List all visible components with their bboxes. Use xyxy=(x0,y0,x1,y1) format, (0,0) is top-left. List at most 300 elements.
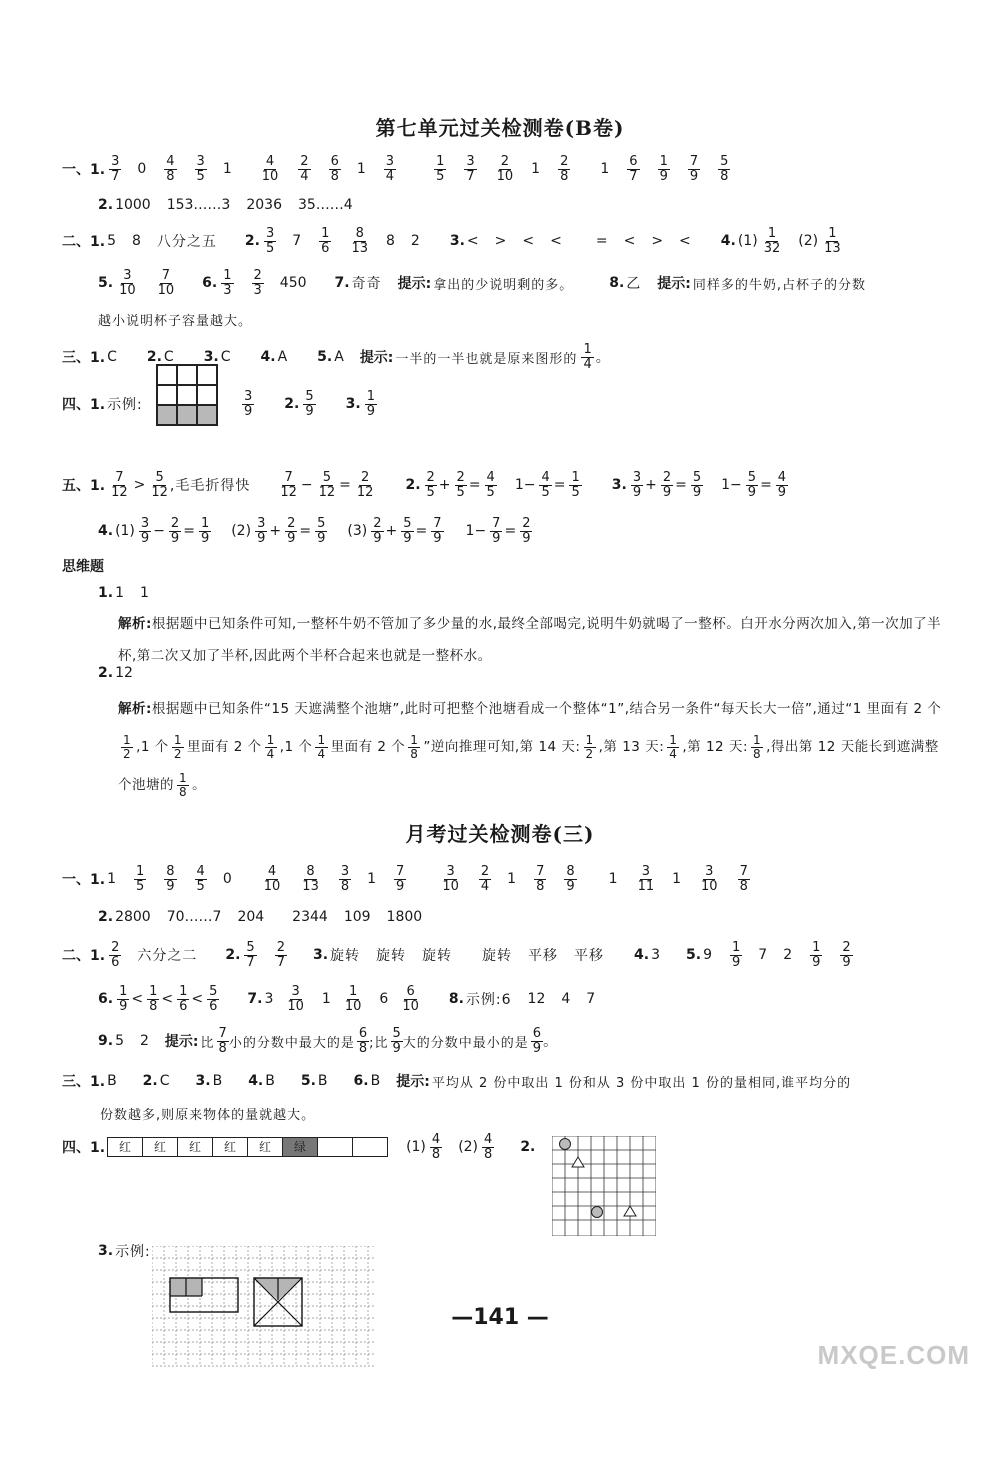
sub-label: (2) xyxy=(458,1139,479,1155)
s2-q3-6-cont xyxy=(100,1094,331,1132)
question-number: 3. xyxy=(195,1073,211,1089)
question-number: 2. xyxy=(142,1073,158,1089)
answer-value: B xyxy=(317,1073,328,1089)
hint-text: 同样多的牛奶,占杯子的分数 xyxy=(692,277,867,293)
answer-value: 7 xyxy=(586,991,596,1007)
fraction: $\frac{1}{2}$ xyxy=(585,732,594,761)
operator: = xyxy=(299,523,312,539)
fraction: 4 10 xyxy=(261,153,279,184)
fraction: 4 5 xyxy=(196,863,205,894)
answer-value: 7 xyxy=(292,233,302,249)
answer-value: 5 xyxy=(107,233,116,249)
answer-value: 1 xyxy=(115,585,124,601)
fraction: 3 10 xyxy=(442,863,459,894)
fraction: 2 9 xyxy=(373,515,382,546)
fraction: 5 9 xyxy=(305,388,314,419)
fraction: 3 7 xyxy=(111,153,120,184)
question-number: 4. xyxy=(634,947,650,963)
fraction: $\frac{2}{9}$ xyxy=(287,515,296,546)
question-number: 四、1. xyxy=(62,397,106,413)
s2-q2-6-row xyxy=(98,980,611,1018)
hint-text: 拿出的少说明剩的多。 xyxy=(433,277,574,293)
fraction: 7 12 xyxy=(280,469,297,500)
answer-value: 1 xyxy=(672,871,682,887)
s1-q2-5-row xyxy=(98,264,866,302)
fraction: $\frac{1}{8}$ xyxy=(753,732,762,761)
s2-q1-1-row xyxy=(62,860,766,898)
answer-value: 1 xyxy=(321,991,331,1007)
answer-value: C xyxy=(163,349,174,365)
fraction: 2 4 xyxy=(480,863,490,894)
operator: = xyxy=(415,523,428,539)
answer-value: 奇奇 xyxy=(351,276,382,292)
question-number: 7. xyxy=(247,991,263,1007)
answer-value: 六分之二 xyxy=(137,948,198,964)
question-number: 7. xyxy=(334,275,350,291)
fraction: $\frac{1}{9}$ xyxy=(200,515,210,546)
s1-q1-1-row xyxy=(62,150,746,188)
expression: 1− xyxy=(721,477,742,493)
answer-value: B xyxy=(212,1073,223,1089)
watermark: MXQE.COM xyxy=(817,1340,970,1370)
answer-value: C xyxy=(159,1073,170,1089)
answer-value: 3 xyxy=(264,991,274,1007)
analysis-text: ,1 个 xyxy=(279,739,313,755)
answer-value: 12 xyxy=(115,665,133,681)
compare-sign: > xyxy=(494,233,507,249)
question-number: 4. xyxy=(260,349,276,365)
answer-value: 旋转 xyxy=(330,948,361,964)
fraction: 3 5 xyxy=(196,153,205,184)
compare-sign: < xyxy=(522,233,535,249)
question-number: 四、1. xyxy=(62,1140,106,1156)
fraction: 7 9 xyxy=(396,863,405,894)
fraction: 5 8 xyxy=(720,153,729,184)
hint-text: 。 xyxy=(595,350,610,366)
question-number: 3. xyxy=(449,233,465,249)
operator: + xyxy=(269,523,282,539)
question-number: 3. xyxy=(98,1243,114,1259)
answer-value: 12 xyxy=(527,991,546,1007)
fraction: $\frac{1}{2}$ xyxy=(173,732,182,761)
question-number: 4. xyxy=(248,1073,264,1089)
answer-value: 70……7 xyxy=(166,909,222,925)
question-number: 2. xyxy=(98,665,114,681)
compare-sign: < xyxy=(679,233,691,249)
answer-value: 八分之五 xyxy=(156,234,217,250)
fraction: 5 12 xyxy=(151,469,168,500)
answer-value: 旋转 xyxy=(422,948,453,964)
s2-q1-2-row xyxy=(98,898,438,936)
answer-value: A xyxy=(334,349,344,365)
fraction: 7 8 xyxy=(218,1025,227,1056)
fraction: 5 7 xyxy=(246,939,255,970)
answer-value: 1 xyxy=(507,871,517,887)
fraction: 8 9 xyxy=(566,863,575,894)
operator: + xyxy=(385,523,398,539)
question-number: 4. xyxy=(98,523,114,539)
fraction: $\frac{2}{9}$ xyxy=(522,515,531,546)
fraction: $\frac{1}{8}$ xyxy=(410,732,419,761)
fraction: 2 7 xyxy=(276,939,285,970)
answer-value: 9 xyxy=(703,947,712,963)
sub-label: (1) xyxy=(737,233,758,249)
answer-value: 0 xyxy=(222,871,232,887)
hint-text: 大的分数中最小的是 xyxy=(402,1035,529,1051)
answer-value: 1 xyxy=(139,585,149,601)
fraction: 7 8 xyxy=(536,863,545,894)
compare-sign: > xyxy=(651,233,664,249)
answer-value: 8 xyxy=(131,233,141,249)
fraction: $\frac{5}{9}$ xyxy=(317,515,326,546)
question-number: 二、1. xyxy=(62,234,106,250)
answer-value: 0 xyxy=(137,161,147,177)
s2-q4-row xyxy=(62,1128,537,1166)
strip-cell-red: 红 xyxy=(213,1138,248,1156)
position-grid xyxy=(552,1136,656,1236)
fraction: 1 9 xyxy=(812,939,821,970)
fraction: 3 9 xyxy=(140,515,150,546)
fraction: 8 13 xyxy=(351,225,368,256)
fraction: 6 8 xyxy=(330,153,339,184)
fraction: 2 8 xyxy=(560,153,569,184)
answer-value: 2 xyxy=(783,947,793,963)
question-number: 5. xyxy=(317,349,333,365)
compare-sign: < xyxy=(191,991,204,1007)
fraction: $\frac{1}{4}$ xyxy=(317,732,326,761)
question-number: 9. xyxy=(98,1033,114,1049)
hint-text: 平均从 2 份中取出 1 份和从 3 份中取出 1 份的量相同,谁平均分的 xyxy=(431,1075,852,1091)
answer-value: 1000 xyxy=(115,197,151,213)
analysis-text: 。 xyxy=(192,777,207,793)
triangle-icon xyxy=(572,1157,584,1167)
question-number: 2. xyxy=(98,909,114,925)
analysis-text: 根据题中已知条件“15 天遮满整个池塘”,此时可把整个池塘看成一个整体“1”,结合另一条件“每天长大一倍”,通过“1 里面有 2 个 xyxy=(151,701,942,717)
color-strip xyxy=(107,1137,388,1157)
sub-label: (1) xyxy=(115,523,135,539)
answer-value: 平移 xyxy=(528,948,559,964)
strip-cell-red: 红 xyxy=(143,1138,178,1156)
operator: = xyxy=(553,477,566,493)
s1-q4-row xyxy=(62,384,145,424)
fraction: $\frac{4}{9}$ xyxy=(777,469,787,500)
fraction: $\frac{7}{9}$ xyxy=(433,515,442,546)
grid-cell-shaded xyxy=(177,405,197,425)
analysis-label: 解析: xyxy=(118,701,152,717)
grid-cell xyxy=(177,385,197,405)
strip-cell-red: 红 xyxy=(178,1138,213,1156)
fraction: $\frac{4}{5}$ xyxy=(541,469,550,500)
answer-value: 2 xyxy=(139,1033,149,1049)
compare-sign: = xyxy=(595,233,608,249)
fraction: $\frac{4}{5}$ xyxy=(486,469,495,500)
fraction: 6 9 xyxy=(532,1025,542,1056)
think-q1-analysis xyxy=(118,608,948,672)
fraction: $\frac{1}{4}$ xyxy=(669,732,678,761)
fraction: 2 6 xyxy=(111,939,120,970)
fraction: 1 4 xyxy=(583,341,592,372)
answer-value: 示例: xyxy=(107,397,143,413)
answer-value: 4 xyxy=(561,991,571,1007)
answer-value: 1 xyxy=(600,161,610,177)
answer-value: C xyxy=(107,349,117,365)
answer-value: 2800 xyxy=(115,909,151,925)
question-number: 2. xyxy=(405,477,421,493)
fraction: $\frac{2}{5}$ xyxy=(456,469,465,500)
fraction: $\frac{5}{9}$ xyxy=(692,469,702,500)
operator: = xyxy=(504,523,517,539)
hint-text: 一半的一半也就是原来图形的 xyxy=(395,351,578,367)
s1-q2-row xyxy=(62,222,859,260)
compare-sign: < xyxy=(131,991,144,1007)
question-number: 6. xyxy=(202,275,218,291)
expression: 1− xyxy=(514,477,536,493)
s2-q2-row xyxy=(62,936,869,974)
compare-sign: < xyxy=(623,233,636,249)
question-number: 8. xyxy=(448,991,464,1007)
fraction: 2 9 xyxy=(842,939,851,970)
fraction: 4 8 xyxy=(484,1131,493,1162)
fraction: $\frac{2}{12}$ xyxy=(356,469,374,500)
think-q2-analysis xyxy=(118,690,948,804)
section-title-unit7: 第七单元过关检测卷(B卷) xyxy=(375,116,625,140)
fraction: $\frac{1}{2}$ xyxy=(123,732,132,761)
compare-sign: < xyxy=(466,233,479,249)
fraction: 3 9 xyxy=(257,515,266,546)
fraction: 3 9 xyxy=(244,388,253,419)
fraction: 1 6 xyxy=(179,983,188,1014)
operator: = xyxy=(468,477,481,493)
analysis-label: 解析: xyxy=(118,616,152,632)
circle-icon xyxy=(560,1139,571,1150)
answer-value: 109 xyxy=(343,909,371,925)
analysis-text: ”逆向推理可知,第 14 天: xyxy=(423,739,581,755)
fraction: 1 13 xyxy=(824,225,841,256)
section-title-monthly-test: 月考过关检测卷(三) xyxy=(405,822,595,846)
answer-value: 2344 xyxy=(292,909,328,925)
fraction: 6 8 xyxy=(358,1025,368,1056)
question-number: 3. xyxy=(345,396,361,412)
fraction: 3 10 xyxy=(119,267,136,298)
s1-q5-row xyxy=(62,466,788,504)
hint-label: 提示: xyxy=(657,276,691,292)
sub-label: (2) xyxy=(231,523,252,539)
operator: = xyxy=(675,477,687,493)
fraction: 1 9 xyxy=(659,153,668,184)
question-number: 5. xyxy=(98,275,114,291)
answer-value: C xyxy=(220,349,231,365)
analysis-text: ,第 12 天: xyxy=(682,739,748,755)
answer-value: 1 xyxy=(531,161,541,177)
analysis-text: ,第 13 天: xyxy=(598,739,665,755)
question-number: 5. xyxy=(300,1073,316,1089)
example-grid-3x3 xyxy=(156,364,218,426)
hint-text: 份数越多,则原来物体的量就越大。 xyxy=(100,1107,316,1123)
strip-cell-empty xyxy=(318,1138,353,1156)
fraction: 3 8 xyxy=(340,863,350,894)
grid-cell-shaded xyxy=(197,405,217,425)
fraction: 1 5 xyxy=(436,153,445,184)
answer-value: 450 xyxy=(279,275,307,291)
fraction: 7 8 xyxy=(739,863,748,894)
answer-value: B xyxy=(107,1073,117,1089)
s1-q4-answers xyxy=(240,384,393,424)
fraction: 6 10 xyxy=(402,983,419,1014)
answer-value: 平移 xyxy=(574,948,605,964)
strip-cell-empty xyxy=(353,1138,387,1156)
answer-value: B xyxy=(370,1073,381,1089)
fraction: 1 9 xyxy=(119,983,128,1014)
think-q2-row xyxy=(98,654,149,692)
fraction: 3 4 xyxy=(385,153,395,184)
answer-value: 3 xyxy=(651,947,661,963)
grid-cell xyxy=(177,365,197,385)
fraction: 8 9 xyxy=(166,863,175,894)
think-q1-row xyxy=(98,574,165,612)
answer-value: 1 xyxy=(608,871,618,887)
fraction: 3 10 xyxy=(701,863,718,894)
s1-q5-4-row xyxy=(98,512,532,550)
fraction: 2 4 xyxy=(300,153,309,184)
question-number: 2. xyxy=(225,947,241,963)
question-number: 8. xyxy=(609,275,625,291)
question-number: 1. xyxy=(98,585,114,601)
fraction: 7 10 xyxy=(157,267,175,298)
analysis-text: ,1 个 xyxy=(136,739,169,755)
answer-value: 204 xyxy=(237,909,265,925)
fraction: 5 9 xyxy=(392,1025,401,1056)
s2-q2-9-row xyxy=(98,1022,573,1060)
answer-value: 示例: xyxy=(115,1244,151,1260)
operator: − xyxy=(300,477,313,493)
hint-text: 越小说明杯子容量越大。 xyxy=(98,313,253,329)
question-number: 二、1. xyxy=(62,948,106,964)
fraction: 8 13 xyxy=(302,863,319,894)
answer-value: 7 xyxy=(758,947,768,963)
question-number: 2. xyxy=(98,197,114,213)
answer-value: 1 xyxy=(222,161,232,177)
strip-cell-green: 绿 xyxy=(283,1138,318,1156)
hint-text: 比 xyxy=(200,1035,215,1051)
question-number: 5. xyxy=(686,947,702,963)
operator: + xyxy=(438,477,451,493)
sub-label: (3) xyxy=(347,523,368,539)
fraction: 4 8 xyxy=(431,1131,441,1162)
fraction: 3 7 xyxy=(466,153,475,184)
answer-value: A xyxy=(277,349,288,365)
operator: = xyxy=(339,477,351,493)
question-number: 6. xyxy=(98,991,114,1007)
fraction: 2 3 xyxy=(253,267,262,298)
answer-value: 旋转 xyxy=(482,948,513,964)
hint-label: 提示: xyxy=(164,1034,199,1050)
fraction: 2 5 xyxy=(426,469,435,500)
question-number: 2. xyxy=(146,349,162,365)
fraction: 1 6 xyxy=(321,225,330,256)
question-number: 三、1. xyxy=(62,1074,106,1090)
fraction: 1 3 xyxy=(223,267,232,298)
analysis-text: 里面有 2 个 xyxy=(330,739,406,755)
fraction: 3 9 xyxy=(632,469,642,500)
answer-value: 8 xyxy=(386,233,395,249)
grid-cell xyxy=(197,385,217,405)
thinking-section-heading: 思维题 xyxy=(62,559,104,575)
answer-value: 1 xyxy=(356,161,366,177)
page-number: —141 — xyxy=(451,1305,549,1330)
fraction: $\frac{2}{9}$ xyxy=(662,469,672,500)
expression: 1− xyxy=(465,523,487,539)
answer-value: 2 xyxy=(410,233,420,249)
fraction: $\frac{5}{9}$ xyxy=(747,469,757,500)
fraction: $\frac{1}{5}$ xyxy=(571,469,580,500)
s1-q1-2-row xyxy=(98,186,369,224)
fraction: $\frac{1}{8}$ xyxy=(179,770,188,799)
answer-value: 旋转 xyxy=(376,948,407,964)
analysis-text: 根据题中已知条件可知,一整杯牛奶不管加了多少量的水,最终全部喝完,说明牛奶就喝了一整杯。白开水分两次加入,第一次加了半杯,第二次又加了半杯,因此两个半杯合起来也就是一整杯水。 xyxy=(118,616,942,664)
grid-cell xyxy=(157,385,177,405)
analysis-text: ,得出第 12 天能长到遮满整个池塘的 xyxy=(118,739,939,793)
question-number: 2. xyxy=(520,1139,536,1155)
answer-value: ,毛毛折得快 xyxy=(169,478,251,494)
circle-icon xyxy=(592,1207,603,1218)
answer-value: 35……4 xyxy=(297,197,353,213)
compare-sign: > xyxy=(133,477,146,493)
s1-q3-row xyxy=(62,338,626,376)
fraction: 7 12 xyxy=(111,469,128,500)
fraction: 4 10 xyxy=(263,863,281,894)
fraction: $\frac{7}{9}$ xyxy=(492,515,501,546)
operator: = xyxy=(760,477,772,493)
grid-cell xyxy=(157,365,177,385)
hint-text: 。 xyxy=(543,1034,558,1050)
question-number: 五、1. xyxy=(62,478,106,494)
fraction: $\frac{2}{9}$ xyxy=(170,515,180,546)
compare-sign: < xyxy=(550,233,562,249)
question-number: 2. xyxy=(284,396,300,412)
grid-cell xyxy=(197,365,217,385)
question-number: 4. xyxy=(720,233,736,249)
fraction: 3 10 xyxy=(287,983,304,1014)
answer-value: 1800 xyxy=(386,909,423,925)
analysis-text: 里面有 2 个 xyxy=(186,739,262,755)
grid-cell-shaded xyxy=(157,405,177,425)
strip-cell-red: 红 xyxy=(108,1138,143,1156)
fraction: $\frac{5}{12}$ xyxy=(318,469,336,500)
strip-cell-red: 红 xyxy=(248,1138,283,1156)
answer-value: B xyxy=(265,1073,275,1089)
fraction: 4 8 xyxy=(166,153,175,184)
question-number: 6. xyxy=(353,1073,369,1089)
compare-sign: < xyxy=(161,991,174,1007)
fraction: 1 10 xyxy=(344,983,362,1014)
answer-value: 2036 xyxy=(246,197,282,213)
answer-value: 示例:6 xyxy=(465,992,512,1008)
answer-value: 1 xyxy=(107,871,116,887)
fraction: 6 7 xyxy=(629,153,638,184)
answer-value: 153……3 xyxy=(166,197,231,213)
operator: + xyxy=(645,477,657,493)
fraction: 5 6 xyxy=(209,983,218,1014)
question-number: 一、1. xyxy=(62,872,106,888)
hint-text: 小的分数中最大的是 xyxy=(228,1035,355,1051)
fraction: 2 10 xyxy=(496,153,514,184)
s1-q2-8-cont xyxy=(98,300,268,338)
fraction: 1 32 xyxy=(763,225,781,256)
fraction: 1 5 xyxy=(135,863,145,894)
hint-label: 提示: xyxy=(397,276,432,292)
fraction: 3 11 xyxy=(637,863,655,894)
fraction: 7 9 xyxy=(689,153,699,184)
